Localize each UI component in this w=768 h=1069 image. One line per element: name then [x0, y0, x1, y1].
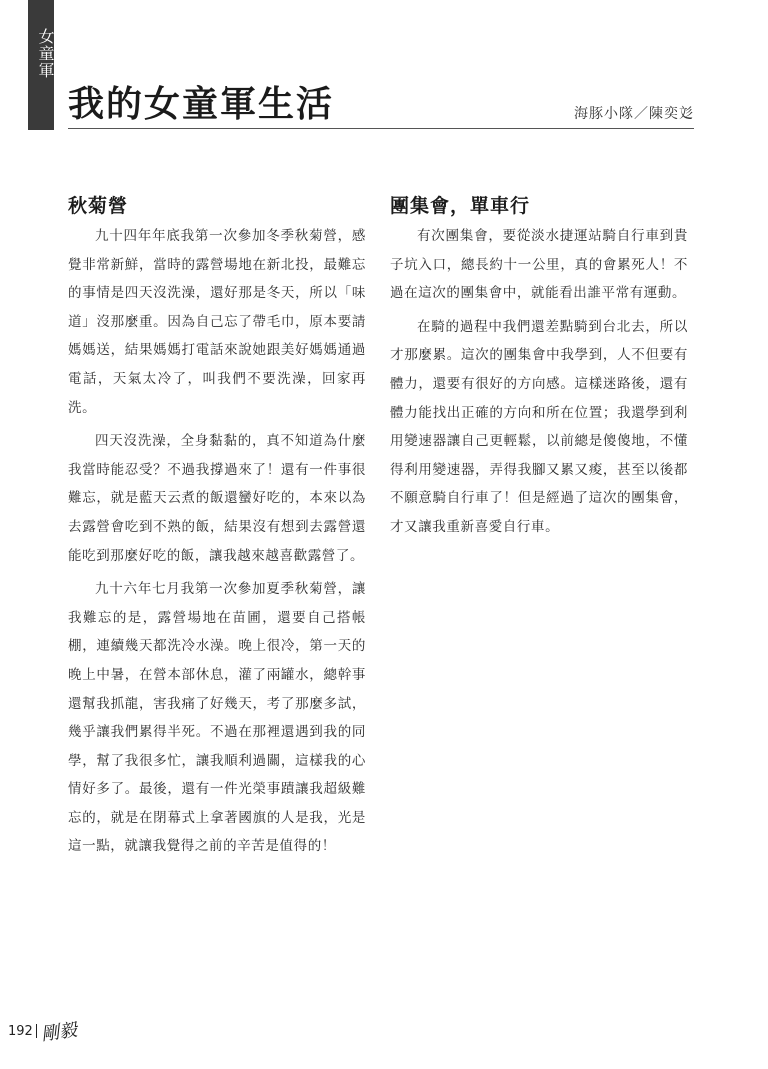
publication-logo: 剛毅	[39, 1019, 79, 1046]
footer-divider	[36, 1024, 37, 1038]
right-column	[390, 192, 688, 547]
left-paragraph-2: 四天沒洗澡，全身黏黏的，真不知道為什麼我當時能忍受？不過我撐過來了！還有一件事很難忘，就是藍天云煮的飯還蠻好吃的，本來以為去露營會吃到不熟的飯，結果沒有想到去露營還能吃到那麼好吃的飯，讓我越來越喜歡露營了。	[68, 433, 366, 564]
section-tab-label: 女童軍	[36, 28, 55, 79]
right-section-heading: 團集會，單車行	[390, 195, 531, 217]
left-column	[68, 192, 366, 866]
left-paragraph-3: 九十六年七月我第一次參加夏季秋菊營，讓我難忘的是，露營場地在苗圃，還要自己搭帳棚，連續幾天都洗冷水澡。晚上很冷，第一天的晚上中暑，在營本部休息，灌了兩罐水，總幹事還幫我抓龍，害我痛了好幾天，考了那麼多試，幾乎讓我們累得半死。不過在那裡還遇到我的同學，幫了我很多忙，讓我順利過關，這樣我的心情好多了。最後，還有一件光榮事蹟讓我超級難忘的，就是在閉幕式上拿著國旗的人是我，光是這一點，就讓我覺得之前的辛苦是值得的！	[68, 581, 366, 855]
section-tab	[28, 0, 54, 130]
left-section-heading: 秋菊營	[68, 195, 129, 217]
right-paragraph-1: 有次團集會，要從淡水捷運站騎自行車到貴子坑入口，總長約十一公里，真的會累死人！不過在這次的團集會中，就能看出誰平常有運動。	[390, 228, 688, 302]
article-title: 我的女童軍生活	[68, 83, 335, 125]
article-byline: 海豚小隊／陳奕彣	[574, 106, 694, 122]
right-paragraph-2: 在騎的過程中我們還差點騎到台北去，所以才那麼累。這次的團集會中我學到，人不但要有體力，還要有很好的方向感。這樣迷路後，還有體力能找出正確的方向和所在位置；我還學到利用變速器讓自己更輕鬆，以前總是傻傻地，不懂得利用變速器，弄得我腳又累又痠，甚至以後都不願意騎自行車了！但是經過了這次的團集會，才又讓我重新喜愛自行車。	[390, 318, 688, 535]
page-number: 192	[8, 1023, 33, 1039]
title-divider	[68, 128, 694, 129]
left-paragraph-1: 九十四年年底我第一次參加冬季秋菊營，感覺非常新鮮，當時的露營場地在新北投，最難忘的事情是四天沒洗澡，還好那是冬天，所以「味道」沒那麼重。因為自己忘了帶毛巾，原本要請媽媽送，結果媽媽打電話來說她跟美好媽媽通過電話，天氣太冷了，叫我們不要洗澡，回家再洗。	[68, 228, 366, 416]
page-footer	[8, 1018, 77, 1044]
